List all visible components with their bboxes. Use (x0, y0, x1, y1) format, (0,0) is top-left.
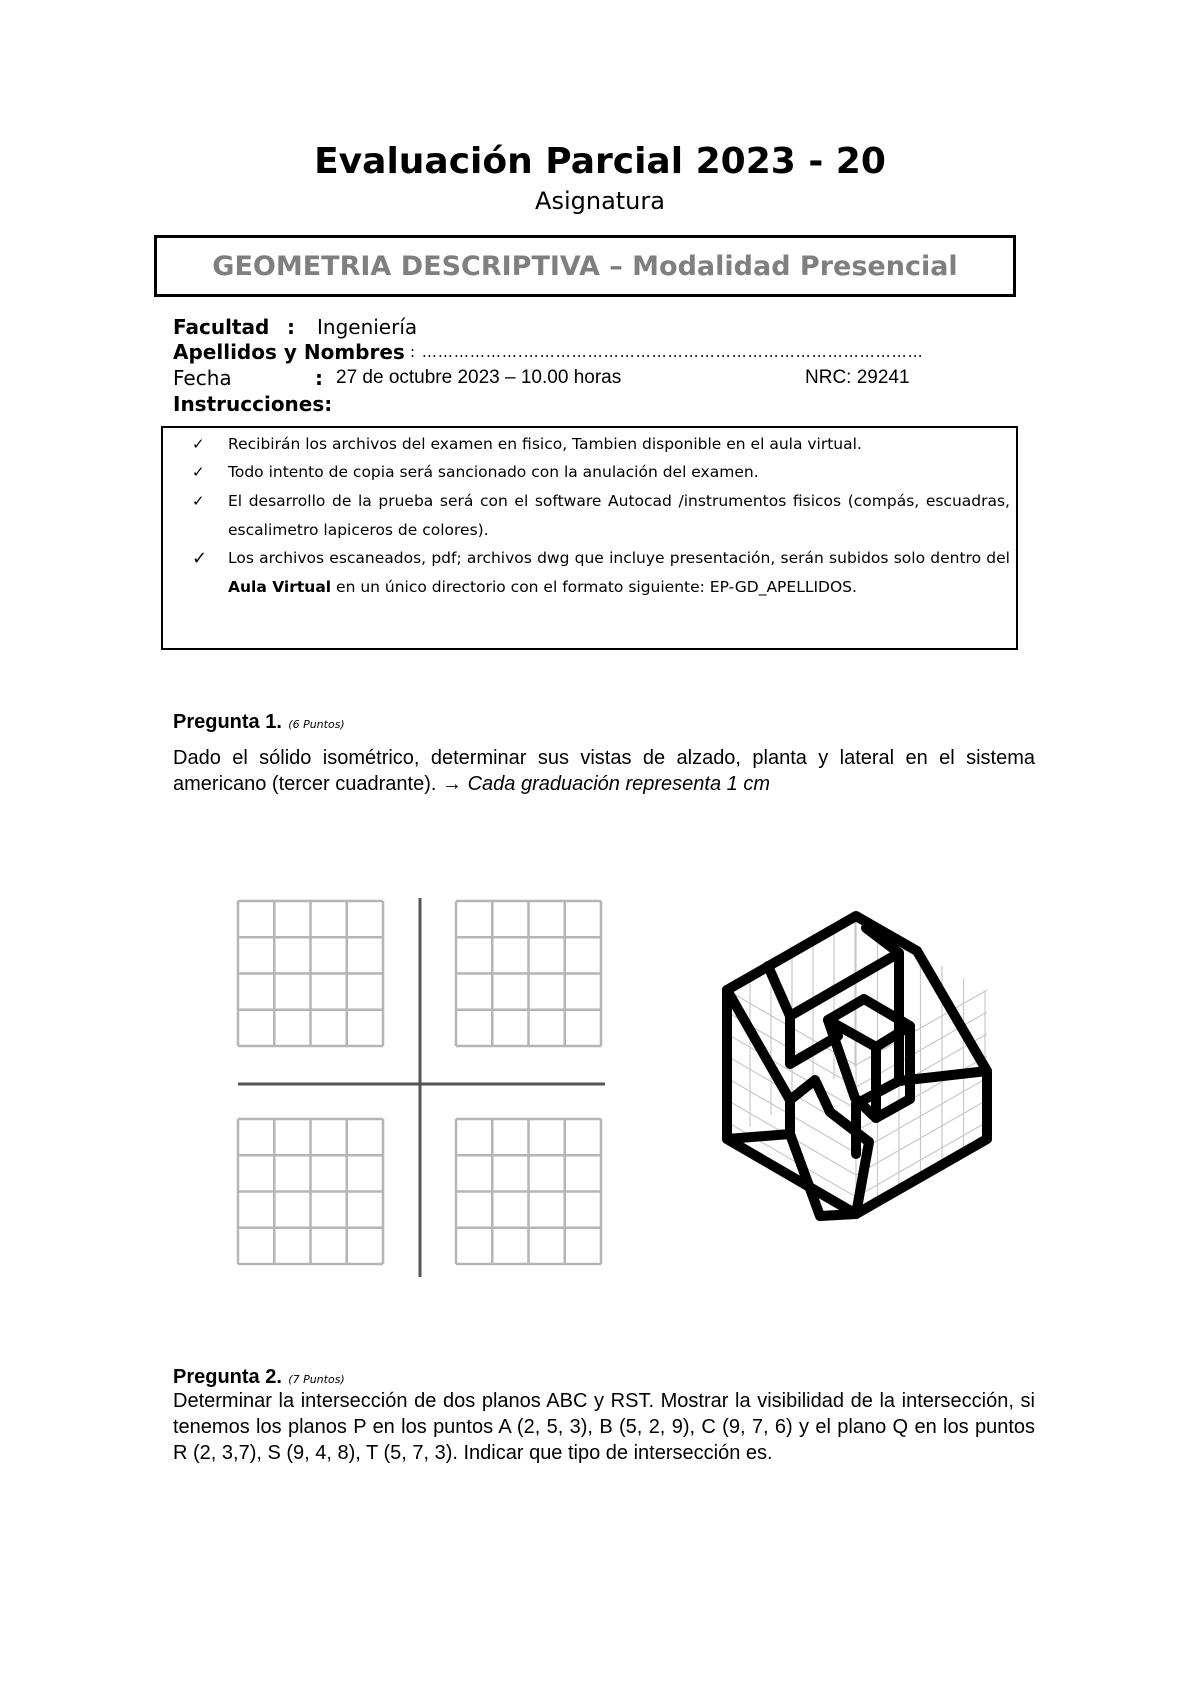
check-icon: ✓ (192, 492, 205, 510)
check-icon: ✓ (192, 435, 205, 453)
nombres-value: : ……………….………………………………………………………………… (410, 343, 924, 361)
instruction-text: en un único directorio con el formato siguiente: EP-GD_APELLIDOS. (331, 578, 857, 596)
facultad-value: Ingeniería (317, 315, 418, 339)
fecha-value: 27 de octubre 2023 – 10.00 horas (336, 367, 622, 388)
instruction-item: Todo intento de copia será sancionado con la anulación del examen. (228, 463, 759, 481)
nombres-label: Apellidos y Nombres (173, 340, 405, 364)
exam-title: Evaluación Parcial 2023 - 20 (314, 141, 886, 182)
instruction-item: El desarrollo de la prueba será con el software Autocad /instrumentos fisicos (compás, escuadras, escalimetro lapiceros de colores). (228, 492, 1010, 539)
question-2-points: (7 Puntos) (288, 1373, 345, 1386)
question-1-points: (6 Puntos) (288, 718, 345, 731)
fecha-sep: : (315, 366, 323, 390)
instrucciones-label: Instrucciones: (173, 392, 333, 416)
course-name: GEOMETRIA DESCRIPTIVA – Modalidad Presencial (212, 250, 958, 282)
instruction-item: Recibirán los archivos del examen en fisico, Tambien disponible en el aula virtual. (228, 435, 862, 453)
aula-virtual: Aula Virtual (228, 578, 332, 596)
check-icon: ✓ (192, 548, 208, 569)
fecha-label: Fecha (173, 366, 232, 390)
arrow-icon: → (442, 773, 463, 795)
exam-subtitle: Asignatura (535, 187, 665, 215)
instruction-text: Los archivos escaneados, pdf; archivos dwg que incluye presentación, serán subidos solo dentro del (228, 549, 1010, 567)
facultad-sep: : (287, 315, 295, 339)
facultad-label: Facultad (173, 315, 270, 339)
question-1-body: Dado el sólido isométrico, determinar sus vistas de alzado, planta y lateral en el sistema americano (tercer cuadrante). (173, 747, 1035, 795)
check-icon: ✓ (192, 463, 205, 481)
question-2-text: Determinar la intersección de dos planos ABC y RST. Mostrar la visibilidad de la intersección, si tenemos los planos P en los puntos A (2, 5, 3), B (5, 2, 9), C (9, 7, 6) y el plano Q en los puntos R (2, 3,7), S (9, 4, 8), T (5, 7, 3). Indicar que tipo de intersección es. (173, 1390, 1035, 1464)
question-1-note: Cada graduación representa 1 cm (462, 773, 770, 795)
question-1-title: Pregunta 1. (173, 711, 282, 733)
iso-grid-line (856, 1122, 987, 1197)
question-2-title: Pregunta 2. (173, 1366, 282, 1388)
nrc: NRC: 29241 (805, 367, 910, 388)
